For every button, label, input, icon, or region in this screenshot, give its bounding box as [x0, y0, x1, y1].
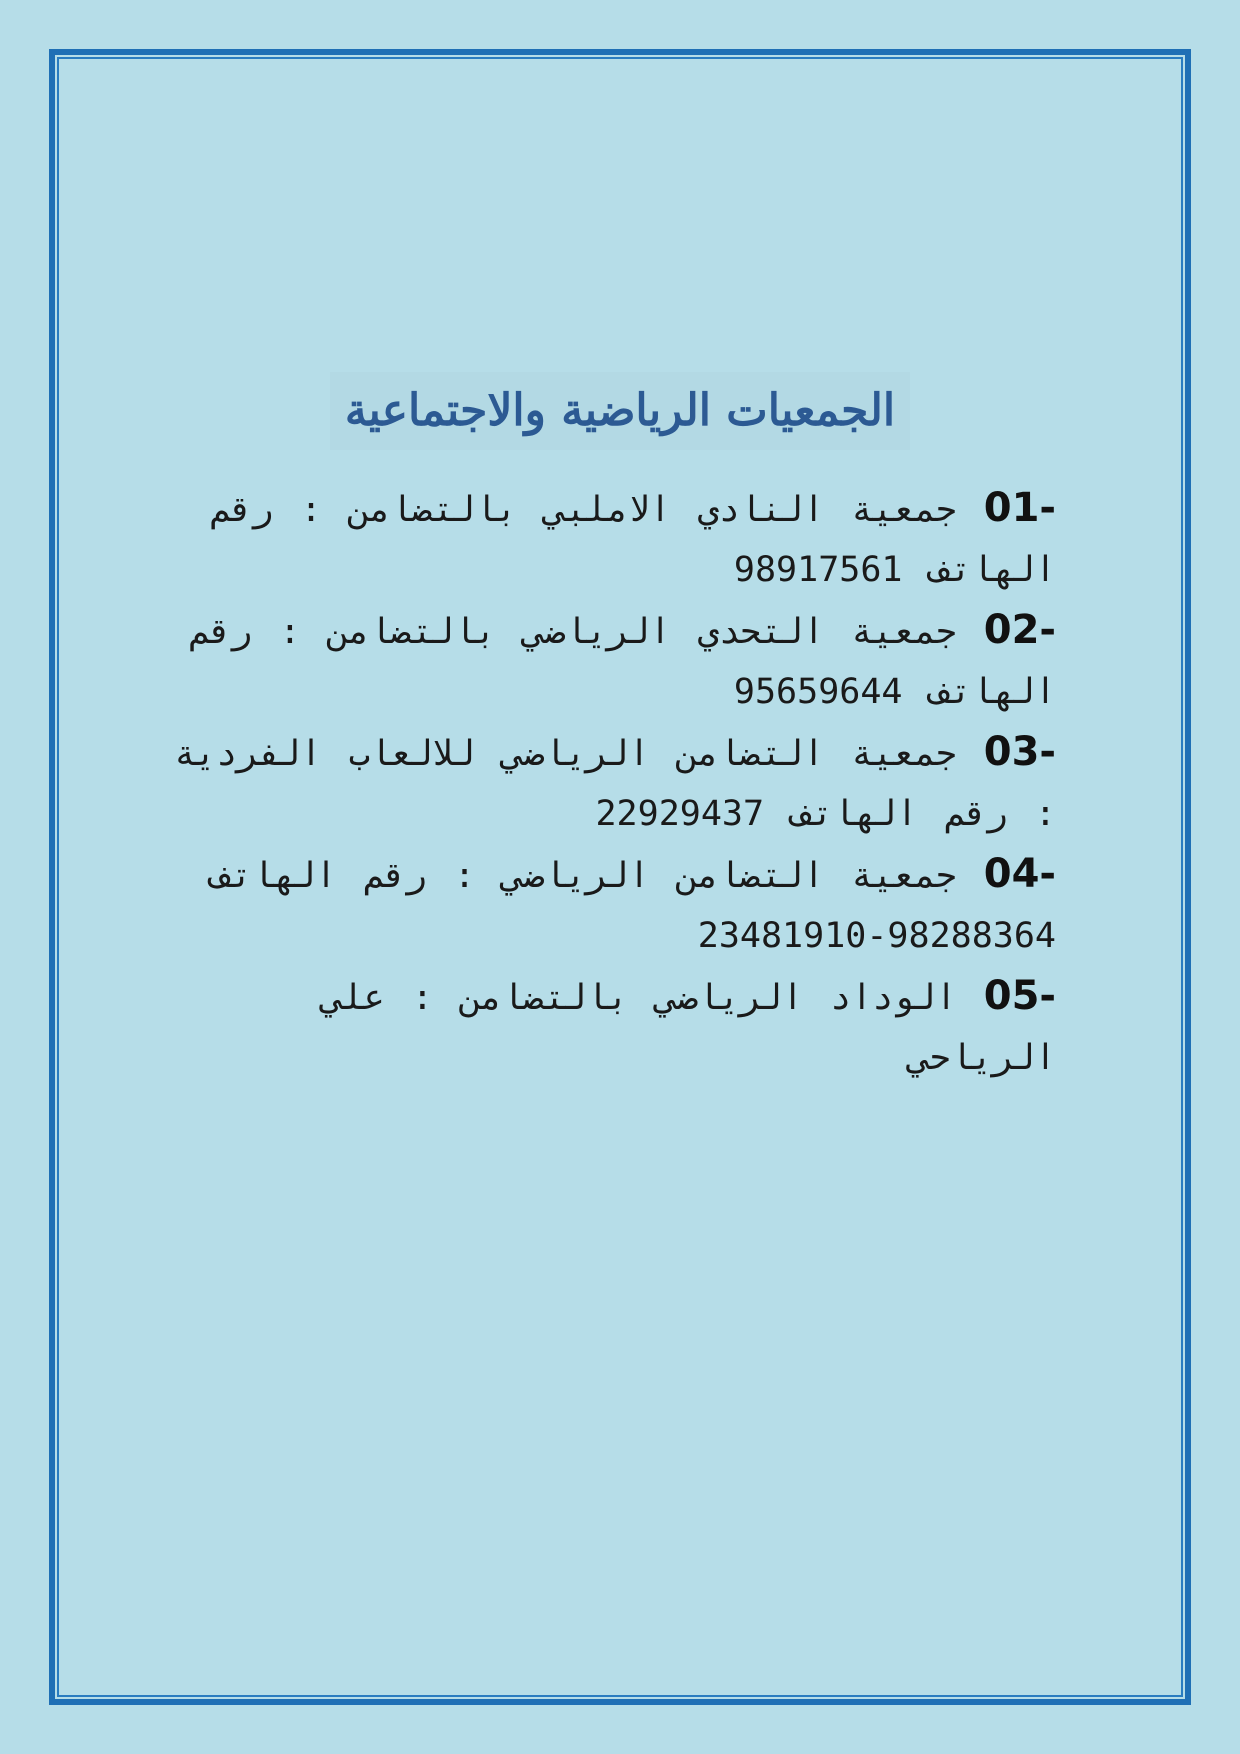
list-item — [160, 722, 1060, 844]
item-text: جمعية التحدي الرياضي بالتضامن : رقم الهاتف 95659644 — [189, 612, 1056, 712]
list-item — [160, 600, 1060, 722]
item-text: جمعية التضامن الرياضي للالعاب الفردية : رقم الهاتف 22929437 — [174, 734, 1056, 834]
item-number: 02- — [983, 607, 1056, 653]
item-number: 01- — [983, 485, 1056, 531]
association-list — [160, 478, 1060, 1088]
item-number: 05- — [983, 973, 1056, 1019]
list-item — [160, 844, 1060, 966]
item-text: جمعية التضامن الرياضي : رقم الهاتف 98288364-23481910 — [210, 856, 1056, 956]
list-item — [160, 478, 1060, 600]
item-text: جمعية النادي الاملبي بالتضامن : رقم الهاتف 98917561 — [210, 490, 1056, 590]
item-number: 03- — [983, 729, 1056, 775]
list-item — [160, 966, 1060, 1088]
page-title: الجمعيات الرياضية والاجتماعية — [330, 372, 910, 450]
item-number: 04- — [983, 851, 1056, 897]
item-text: الوداد الرياضي بالتضامن : علي الرياحي — [321, 978, 1056, 1078]
